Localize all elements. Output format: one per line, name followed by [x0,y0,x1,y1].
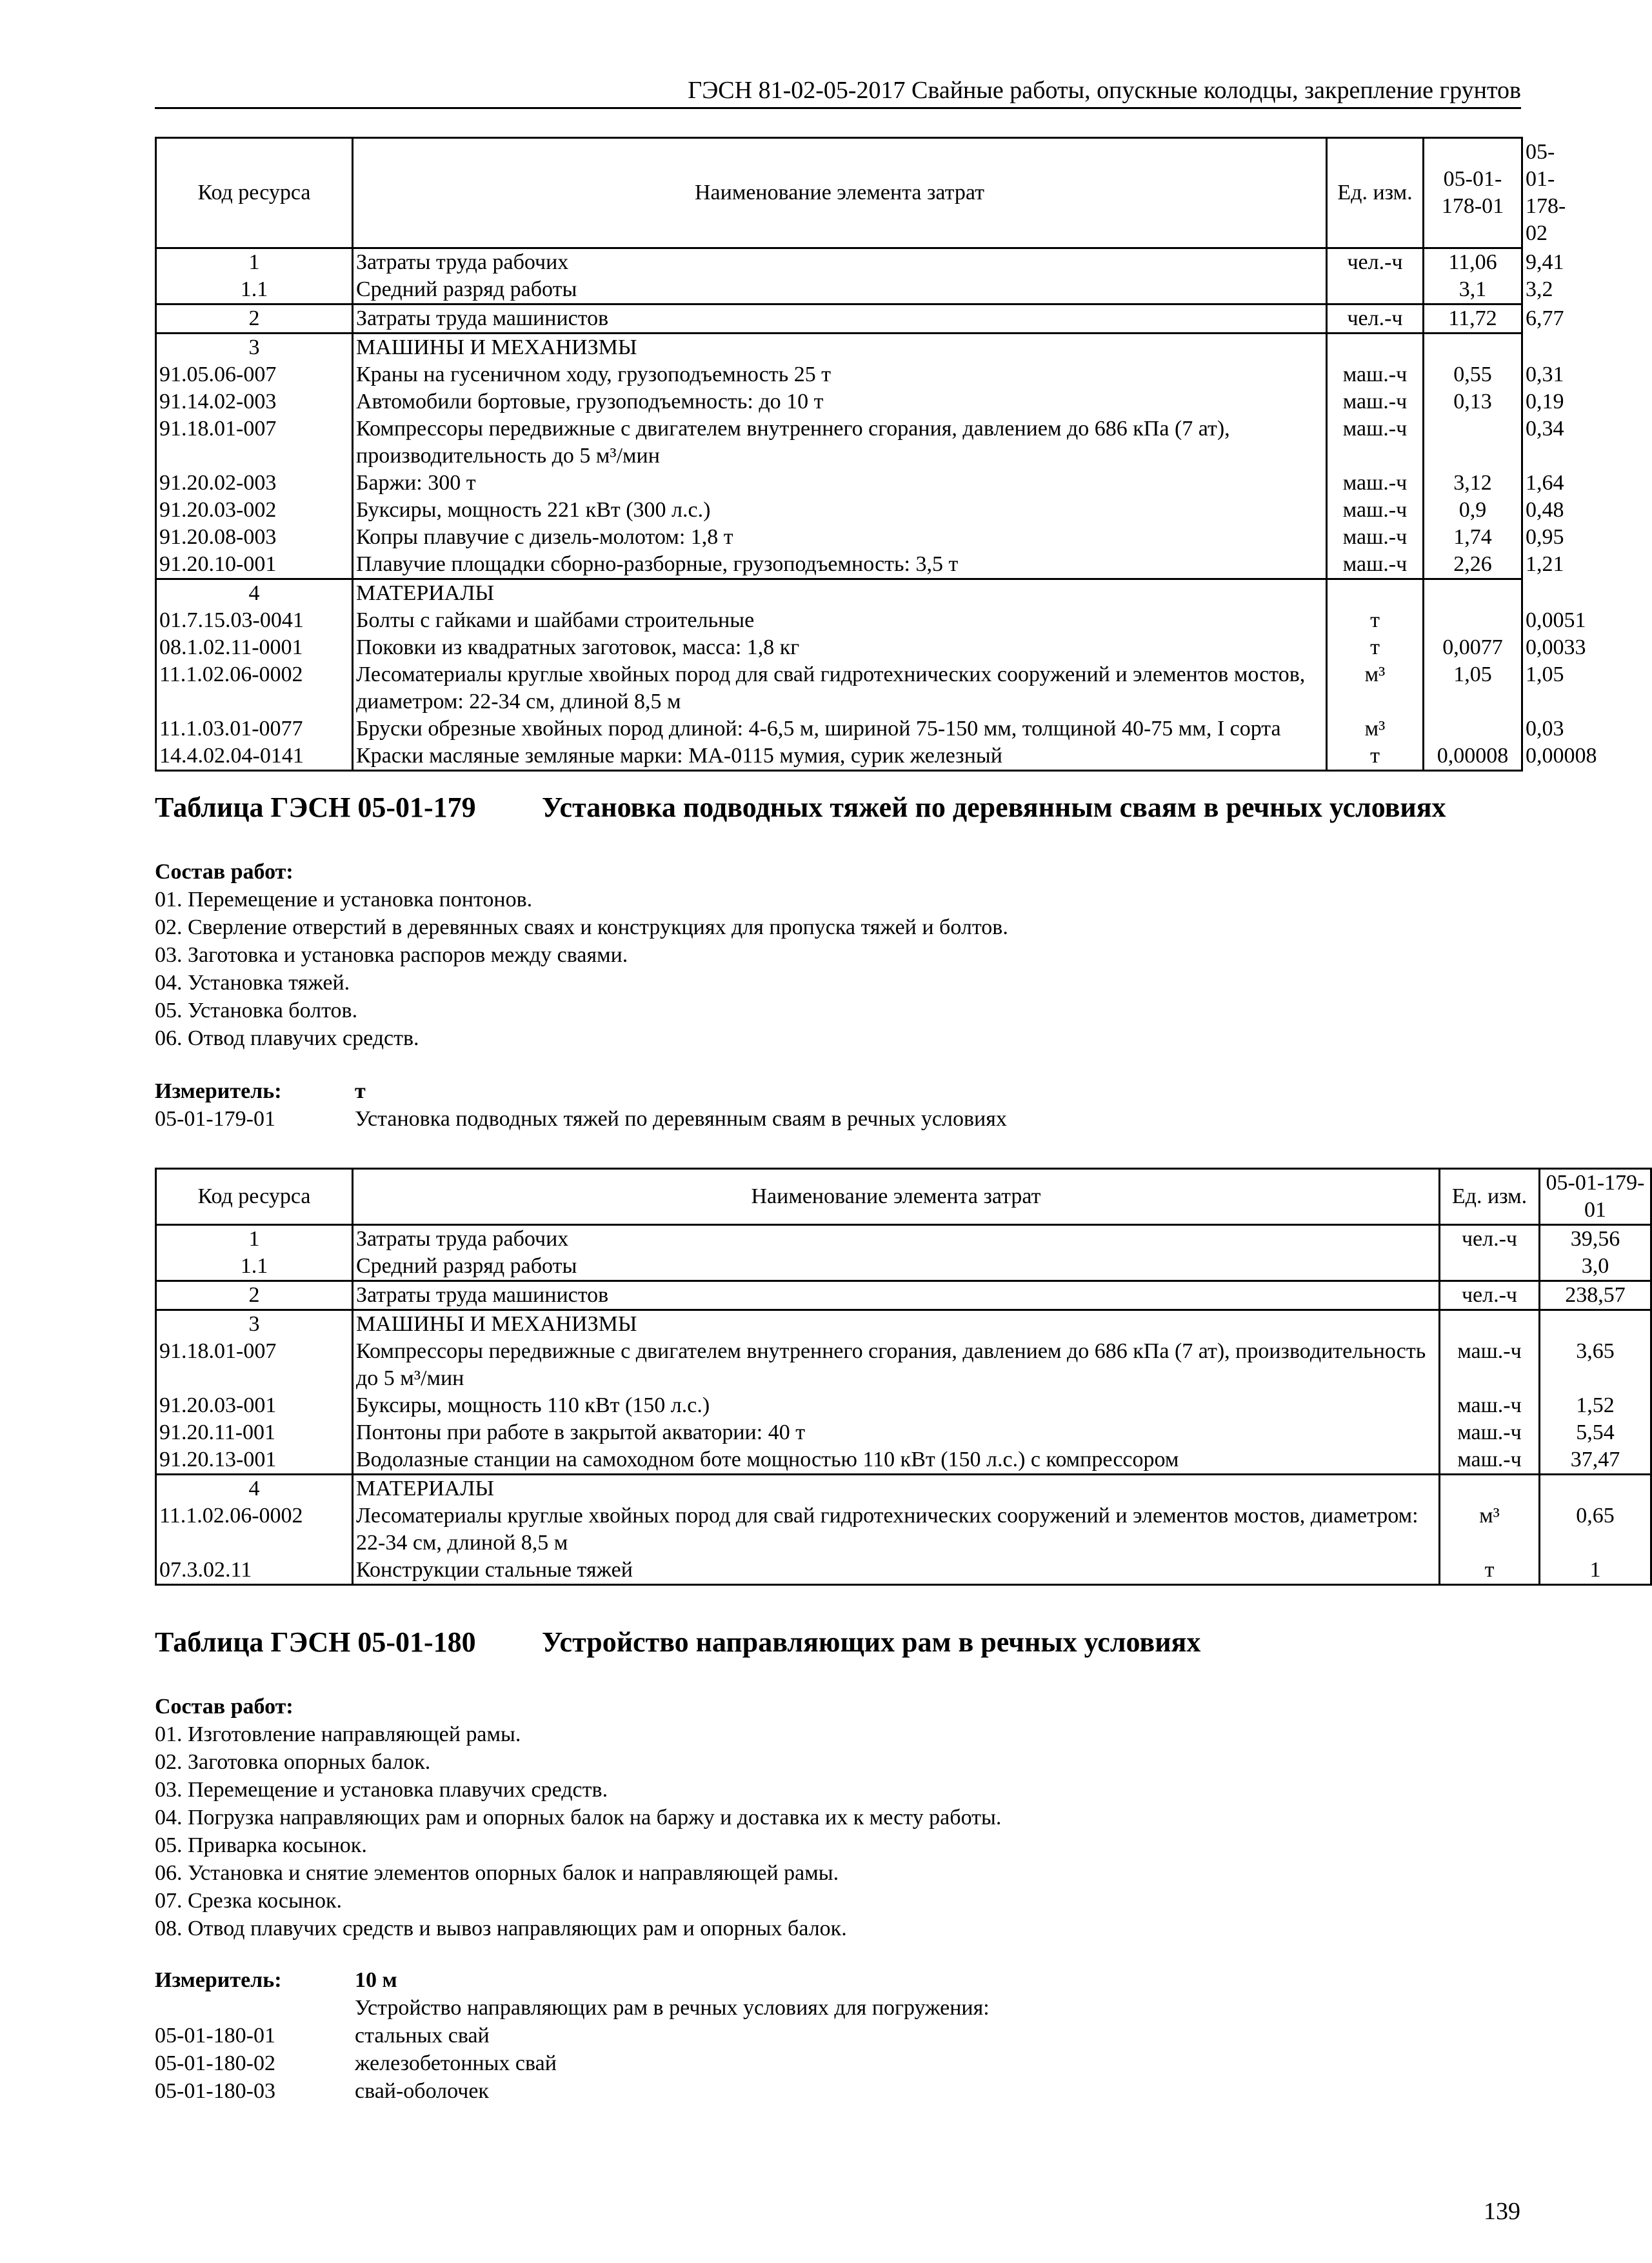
meter-180-label: Измеритель: [155,1968,282,1992]
cell-unit [1440,1253,1540,1281]
cell-name: Плавучие площадки сборно-разборные, грузоподъемность: 3,5 т [353,551,1327,579]
table-row: 11.1.03.01-0077 Бруски обрезные хвойных пород длиной: 4-6,5 м, шириной 75-150 мм, толщиной 40-75 мм, I сорта м³ 0,03 [156,715,1522,743]
work-item: 06. Отвод плавучих средств. [155,1026,419,1050]
meter-179-unit: т [355,1079,366,1103]
table-180-label: Таблица ГЭСН 05-01-180 [155,1626,476,1658]
work-item: 02. Заготовка опорных балок. [155,1750,431,1774]
column-header-unit: Ед. изм. [1440,1169,1540,1225]
table-row [156,334,1522,362]
work-item: 07. Срезка косынок. [155,1889,342,1913]
works-180 [155,1693,1001,1942]
meter-180-unit: 10 м [355,1968,397,1992]
cell-unit [1327,276,1424,304]
cell-value: 3,65 [1540,1338,1651,1392]
cell-value: 1,05 [1424,661,1522,715]
cell-value: 0,55 [1424,361,1522,388]
cell-code: 2 [156,304,353,334]
cell-value [1424,415,1522,470]
meter-item [155,2049,557,2077]
cell-value [1424,334,1522,362]
cell-name: Затраты труда машинистов [353,1281,1440,1310]
cell-value [1424,607,1522,634]
cell-unit [1327,579,1424,608]
work-item: 05. Приварка косынок. [155,1833,367,1857]
cell-unit: чел.-ч [1327,248,1424,277]
cell-name: Компрессоры передвижные с двигателем внутреннего сгорания, давлением до 686 кПа (7 ат), производительность до 5 м³/мин [353,1338,1440,1392]
table-row: 91.20.02-003 Баржи: 300 т маш.-ч 3,12 1,64 [156,470,1522,497]
cell-name: Средний разряд работы [353,1253,1440,1281]
table-row: 11.1.02.06-0002 Лесоматериалы круглые хвойных пород для свай гидротехнических сооружений и элементов мостов, диаметром: 22-34 см, длиной 8,5 м м³ 1,05 1,05 [156,661,1522,715]
work-item: 04. Установка тяжей. [155,971,350,995]
table-row: 91.18.01-007 Компрессоры передвижные с двигателем внутреннего сгорания, давлением до 686 кПа (7 ат), производительность до 5 м³/мин маш.-ч 0,34 [156,415,1522,470]
cell-unit: м³ [1327,715,1424,743]
cell-name: Автомобили бортовые, грузоподъемность: до 10 т [353,388,1327,415]
table-row [156,1338,1651,1392]
table-row: 01.7.15.03-0041 Болты с гайками и шайбами строительные т 0,0051 [156,607,1522,634]
cell-unit: т [1327,634,1424,661]
cell-unit: чел.-ч [1440,1225,1540,1253]
cell-value: 11,06 [1424,248,1522,277]
work-item: 03. Перемещение и установка плавучих средств. [155,1778,608,1802]
cell-unit: маш.-ч [1327,388,1424,415]
cell-unit: маш.-ч [1327,470,1424,497]
cell-code: 14.4.02.04-0141 [156,743,353,771]
meter-item-text: стальных свай [355,2024,490,2048]
cell-name: МАТЕРИАЛЫ [353,579,1327,608]
table-row: 91.20.08-003 Копры плавучие с дизель-молотом: 1,8 т маш.-ч 1,74 0,95 [156,524,1522,551]
cell-code: 11.1.02.06-0002 [156,661,353,715]
table-row [156,1475,1651,1503]
cell-code: 91.20.03-002 [156,497,353,524]
cell-code: 91.20.13-001 [156,1446,353,1475]
cell-value: 0,13 [1424,388,1522,415]
cell-value: 0,65 [1540,1502,1651,1557]
cell-name: Баржи: 300 т [353,470,1327,497]
cell-value: 1 [1540,1557,1651,1585]
meter-179-item-code: 05-01-179-01 [155,1107,275,1131]
works-179-label: Состав работ: [155,860,294,884]
cell-code: 3 [156,334,353,362]
meter-item-code: 05-01-180-02 [155,2051,275,2075]
cell-code: 91.20.03-001 [156,1392,353,1419]
cell-value: 2,26 [1424,551,1522,579]
cell-unit: маш.-ч [1440,1338,1540,1392]
table-row [156,1225,1651,1253]
meter-179-item-text: Установка подводных тяжей по деревянным сваям в речных условиях [355,1107,1007,1131]
cell-name: Буксиры, мощность 110 кВт (150 л.с.) [353,1392,1440,1419]
cell-name: МАТЕРИАЛЫ [353,1475,1440,1503]
cell-value: 0,00008 [1424,743,1522,771]
running-header: ГЭСН 81-02-05-2017 Свайные работы, опускные колодцы, закрепление грунтов [688,77,1521,104]
cell-unit: т [1327,743,1424,771]
cell-value: 0,0077 [1424,634,1522,661]
cell-value: 37,47 [1540,1446,1651,1475]
cell-name: Поковки из квадратных заготовок, масса: 1,8 кг [353,634,1327,661]
works-180-label: Состав работ: [155,1695,294,1719]
cell-code: 07.3.02.11 [156,1557,353,1585]
work-item: 03. Заготовка и установка распоров между сваями. [155,943,628,967]
resource-table-179 [155,1168,1652,1586]
meter-180 [155,1966,397,1994]
cell-unit [1440,1475,1540,1503]
header-rule [155,107,1521,109]
cell-name: Лесоматериалы круглые хвойных пород для свай гидротехнических сооружений и элементов мостов, диаметром: 22-34 см, длиной 8,5 м [353,1502,1440,1557]
cell-name: Бруски обрезные хвойных пород длиной: 4-6,5 м, шириной 75-150 мм, толщиной 40-75 мм, I сорта [353,715,1327,743]
cell-name: Затраты труда машинистов [353,304,1327,334]
cell-value: 5,54 [1540,1419,1651,1446]
cell-code: 1 [156,1225,353,1253]
cell-value: 3,0 [1540,1253,1651,1281]
cell-name: Краны на гусеничном ходу, грузоподъемность 25 т [353,361,1327,388]
column-header-178-01: 05-01-178-01 [1424,138,1522,248]
cell-name: Затраты труда рабочих [353,248,1327,277]
cell-code: 4 [156,579,353,608]
work-item: 04. Погрузка направляющих рам и опорных балок на баржу и доставка их к месту работы. [155,1806,1002,1829]
cell-unit: чел.-ч [1327,304,1424,334]
table-180-title [155,1626,1201,1659]
table-row [156,1419,1651,1446]
cell-name: МАШИНЫ И МЕХАНИЗМЫ [353,1310,1440,1339]
cell-name: Буксиры, мощность 221 кВт (300 л.с.) [353,497,1327,524]
table-row [156,1502,1651,1557]
table-row: 91.20.03-002 Буксиры, мощность 221 кВт (300 л.с.) маш.-ч 0,9 0,48 [156,497,1522,524]
cell-name: Болты с гайками и шайбами строительные [353,607,1327,634]
work-item: 08. Отвод плавучих средств и вывоз направляющих рам и опорных балок. [155,1917,847,1940]
cell-code: 91.18.01-007 [156,415,353,470]
cell-name: Краски масляные земляные марки: МА-0115 мумия, сурик железный [353,743,1327,771]
cell-unit: маш.-ч [1327,415,1424,470]
cell-unit: чел.-ч [1440,1281,1540,1310]
cell-code: 91.14.02-003 [156,388,353,415]
cell-value: 238,57 [1540,1281,1651,1310]
cell-name: Понтоны при работе в закрытой акватории: 40 т [353,1419,1440,1446]
column-header-name: Наименование элемента затрат [353,1169,1440,1225]
cell-code: 11.1.02.06-0002 [156,1502,353,1557]
cell-value [1540,1310,1651,1339]
table-row [156,1310,1651,1339]
table-row: 1.1 Средний разряд работы 3,1 3,2 [156,276,1522,304]
table-row [156,1557,1651,1585]
table-row [156,1392,1651,1419]
meter-180-intro-text: Устройство направляющих рам в речных условиях для погружения: [355,1996,990,2020]
cell-unit: маш.-ч [1440,1446,1540,1475]
cell-unit [1327,334,1424,362]
table-180-name: Устройство направляющих рам в речных условиях [542,1626,1201,1658]
meter-item-code: 05-01-180-03 [155,2079,275,2103]
table-row [156,1253,1651,1281]
cell-unit: маш.-ч [1440,1419,1540,1446]
cell-value [1540,1475,1651,1503]
cell-unit: т [1440,1557,1540,1585]
cell-code: 2 [156,1281,353,1310]
column-header-179-01: 05-01-179-01 [1540,1169,1651,1225]
meter-179-label: Измеритель: [155,1079,282,1103]
cell-code: 91.20.10-001 [156,551,353,579]
cell-code: 91.18.01-007 [156,1338,353,1392]
table-row [156,579,1522,608]
table-179-name: Установка подводных тяжей по деревянным сваям в речных условиях [542,792,1446,823]
cell-name: Конструкции стальные тяжей [353,1557,1440,1585]
cell-value: 3,12 [1424,470,1522,497]
table-row: 08.1.02.11-0001 Поковки из квадратных заготовок, масса: 1,8 кг т 0,0077 0,0033 [156,634,1522,661]
cell-unit: м³ [1327,661,1424,715]
table-row: 14.4.02.04-0141 Краски масляные земляные марки: МА-0115 мумия, сурик железный т 0,00008 0,00008 [156,743,1522,771]
work-item: 05. Установка болтов. [155,999,358,1022]
cell-unit: маш.-ч [1327,524,1424,551]
cell-unit [1440,1310,1540,1339]
cell-name: Средний разряд работы [353,276,1327,304]
cell-name: Водолазные станции на самоходном боте мощностью 110 кВт (150 л.с.) с компрессором [353,1446,1440,1475]
cell-code: 1.1 [156,1253,353,1281]
cell-code: 1.1 [156,276,353,304]
column-header-name: Наименование элемента затрат [353,138,1327,248]
cell-name: МАШИНЫ И МЕХАНИЗМЫ [353,334,1327,362]
cell-value: 1,74 [1424,524,1522,551]
cell-name: Компрессоры передвижные с двигателем внутреннего сгорания, давлением до 686 кПа (7 ат), производительность до 5 м³/мин [353,415,1327,470]
cell-code: 91.20.08-003 [156,524,353,551]
cell-value [1424,579,1522,608]
cell-name: Затраты труда рабочих [353,1225,1440,1253]
meter-item-code: 05-01-180-01 [155,2024,275,2048]
cell-code: 91.05.06-007 [156,361,353,388]
cell-unit: маш.-ч [1440,1392,1540,1419]
cell-name: Копры плавучие с дизель-молотом: 1,8 т [353,524,1327,551]
work-item: 01. Перемещение и установка понтонов. [155,888,533,912]
column-header-code: Код ресурса [156,138,353,248]
cell-code: 08.1.02.11-0001 [156,634,353,661]
cell-code: 91.20.11-001 [156,1419,353,1446]
cell-unit: т [1327,607,1424,634]
work-item: 01. Изготовление направляющей рамы. [155,1722,521,1746]
meter-item-text: свай-оболочек [355,2079,489,2103]
cell-code: 1 [156,248,353,277]
cell-value: 3,1 [1424,276,1522,304]
cell-code: 11.1.03.01-0077 [156,715,353,743]
table-row: 91.20.10-001 Плавучие площадки сборно-разборные, грузоподъемность: 3,5 т маш.-ч 2,26 1,21 [156,551,1522,579]
cell-code: 4 [156,1475,353,1503]
table-row: 1 Затраты труда рабочих чел.-ч 11,06 9,41 [156,248,1522,277]
meter-item [155,2077,489,2105]
cell-value: 1,52 [1540,1392,1651,1419]
table-row: 91.14.02-003 Автомобили бортовые, грузоподъемность: до 10 т маш.-ч 0,13 0,19 [156,388,1522,415]
work-item: 02. Сверление отверстий в деревянных сваях и конструкциях для пропуска тяжей и болтов. [155,915,1008,939]
table-row: 91.05.06-007 Краны на гусеничном ходу, грузоподъемность 25 т маш.-ч 0,55 0,31 [156,361,1522,388]
cell-code: 3 [156,1310,353,1339]
cell-unit: м³ [1440,1502,1540,1557]
cell-unit: маш.-ч [1327,497,1424,524]
cell-name: Лесоматериалы круглые хвойных пород для свай гидротехнических сооружений и элементов мостов, диаметром: 22-34 см, длиной 8,5 м [353,661,1327,715]
cell-code: 91.20.02-003 [156,470,353,497]
cell-unit: маш.-ч [1327,551,1424,579]
cell-value: 39,56 [1540,1225,1651,1253]
cell-value: 0,9 [1424,497,1522,524]
table-row [156,1281,1651,1310]
cell-value [1424,715,1522,743]
meter-179 [155,1077,366,1105]
resource-table-178: Код ресурса Наименование элемента затрат Ед. изм. 05-01-178-01 05-01-178-02 1 Затраты труда рабочих чел.-ч 11,06 9,41 1.1 Средний разряд работы 3,1 3,2 2 Затраты труда машинистов чел.-ч 11,72 6,77 3 МАШИНЫ И МЕХАНИЗМЫ 91.05.06-007 Краны на гусеничном ходу, грузоподъемность 25 т маш.-ч 0,55 0,31 91.14.02-003 Автомобили бортовые, грузоподъемность: до 10 т маш.-ч 0,13 0,19 91.18.01-007 Компрессоры передвижные с двигателем внутреннего сгорания, давлением до 686 кПа (7 ат), производительность до 5 м³/мин маш.-ч 0,34 91.20.02-003 Баржи: 300 т маш.-ч 3,12 1,64 91.20.03-002 Буксиры, мощность 221 кВт (300 л.с.) маш.-ч 0,9 0,48 91.20.08-003 Копры плавучие с дизель-молотом: 1,8 т маш.-ч 1,74 0,95 91.20.10-001 Плавучие площадки сборно-разборные, грузоподъемность: 3,5 т маш.-ч 2,26 1,21 4 МАТЕРИАЛЫ 01.7.15.03-0041 Болты с гайками и шайбами строительные т 0,0051 08.1.02.11-0001 Поковки из квадратных заготовок, масса: 1,8 кг т 0,0077 0,0033 11.1.02.06-0002 Лесоматериалы круглые хвойных пород для свай гидротехнических сооружений и элементов мостов, диаметром: 22-34 см, длиной 8,5 м м³ 1,05 1,05 11.1.03.01-0077 Бруски обрезные хвойных пород длиной: 4-6,5 м, шириной 75-150 мм, толщиной 40-75 мм, I сорта м³ 0,03 14.4.02.04-0141 Краски масляные земляные марки: МА-0115 мумия, сурик железный т 0,00008 0,00008 [155,137,1523,772]
table-row [156,1446,1651,1475]
column-header-code: Код ресурса [156,1169,353,1225]
table-row: 2 Затраты труда машинистов чел.-ч 11,72 6,77 [156,304,1522,334]
cell-code: 01.7.15.03-0041 [156,607,353,634]
cell-unit: маш.-ч [1327,361,1424,388]
column-header-unit: Ед. изм. [1327,138,1424,248]
work-item: 06. Установка и снятие элементов опорных балок и направляющей рамы. [155,1861,839,1885]
table-179-title [155,791,1446,824]
cell-value: 11,72 [1424,304,1522,334]
table-179-label: Таблица ГЭСН 05-01-179 [155,792,476,823]
meter-179-item [155,1105,1007,1133]
meter-item [155,2022,490,2049]
meter-180-intro [155,1994,990,2022]
page-number: 139 [1484,2198,1520,2225]
works-179 [155,858,1008,1052]
meter-item-text: железобетонных свай [355,2051,557,2075]
